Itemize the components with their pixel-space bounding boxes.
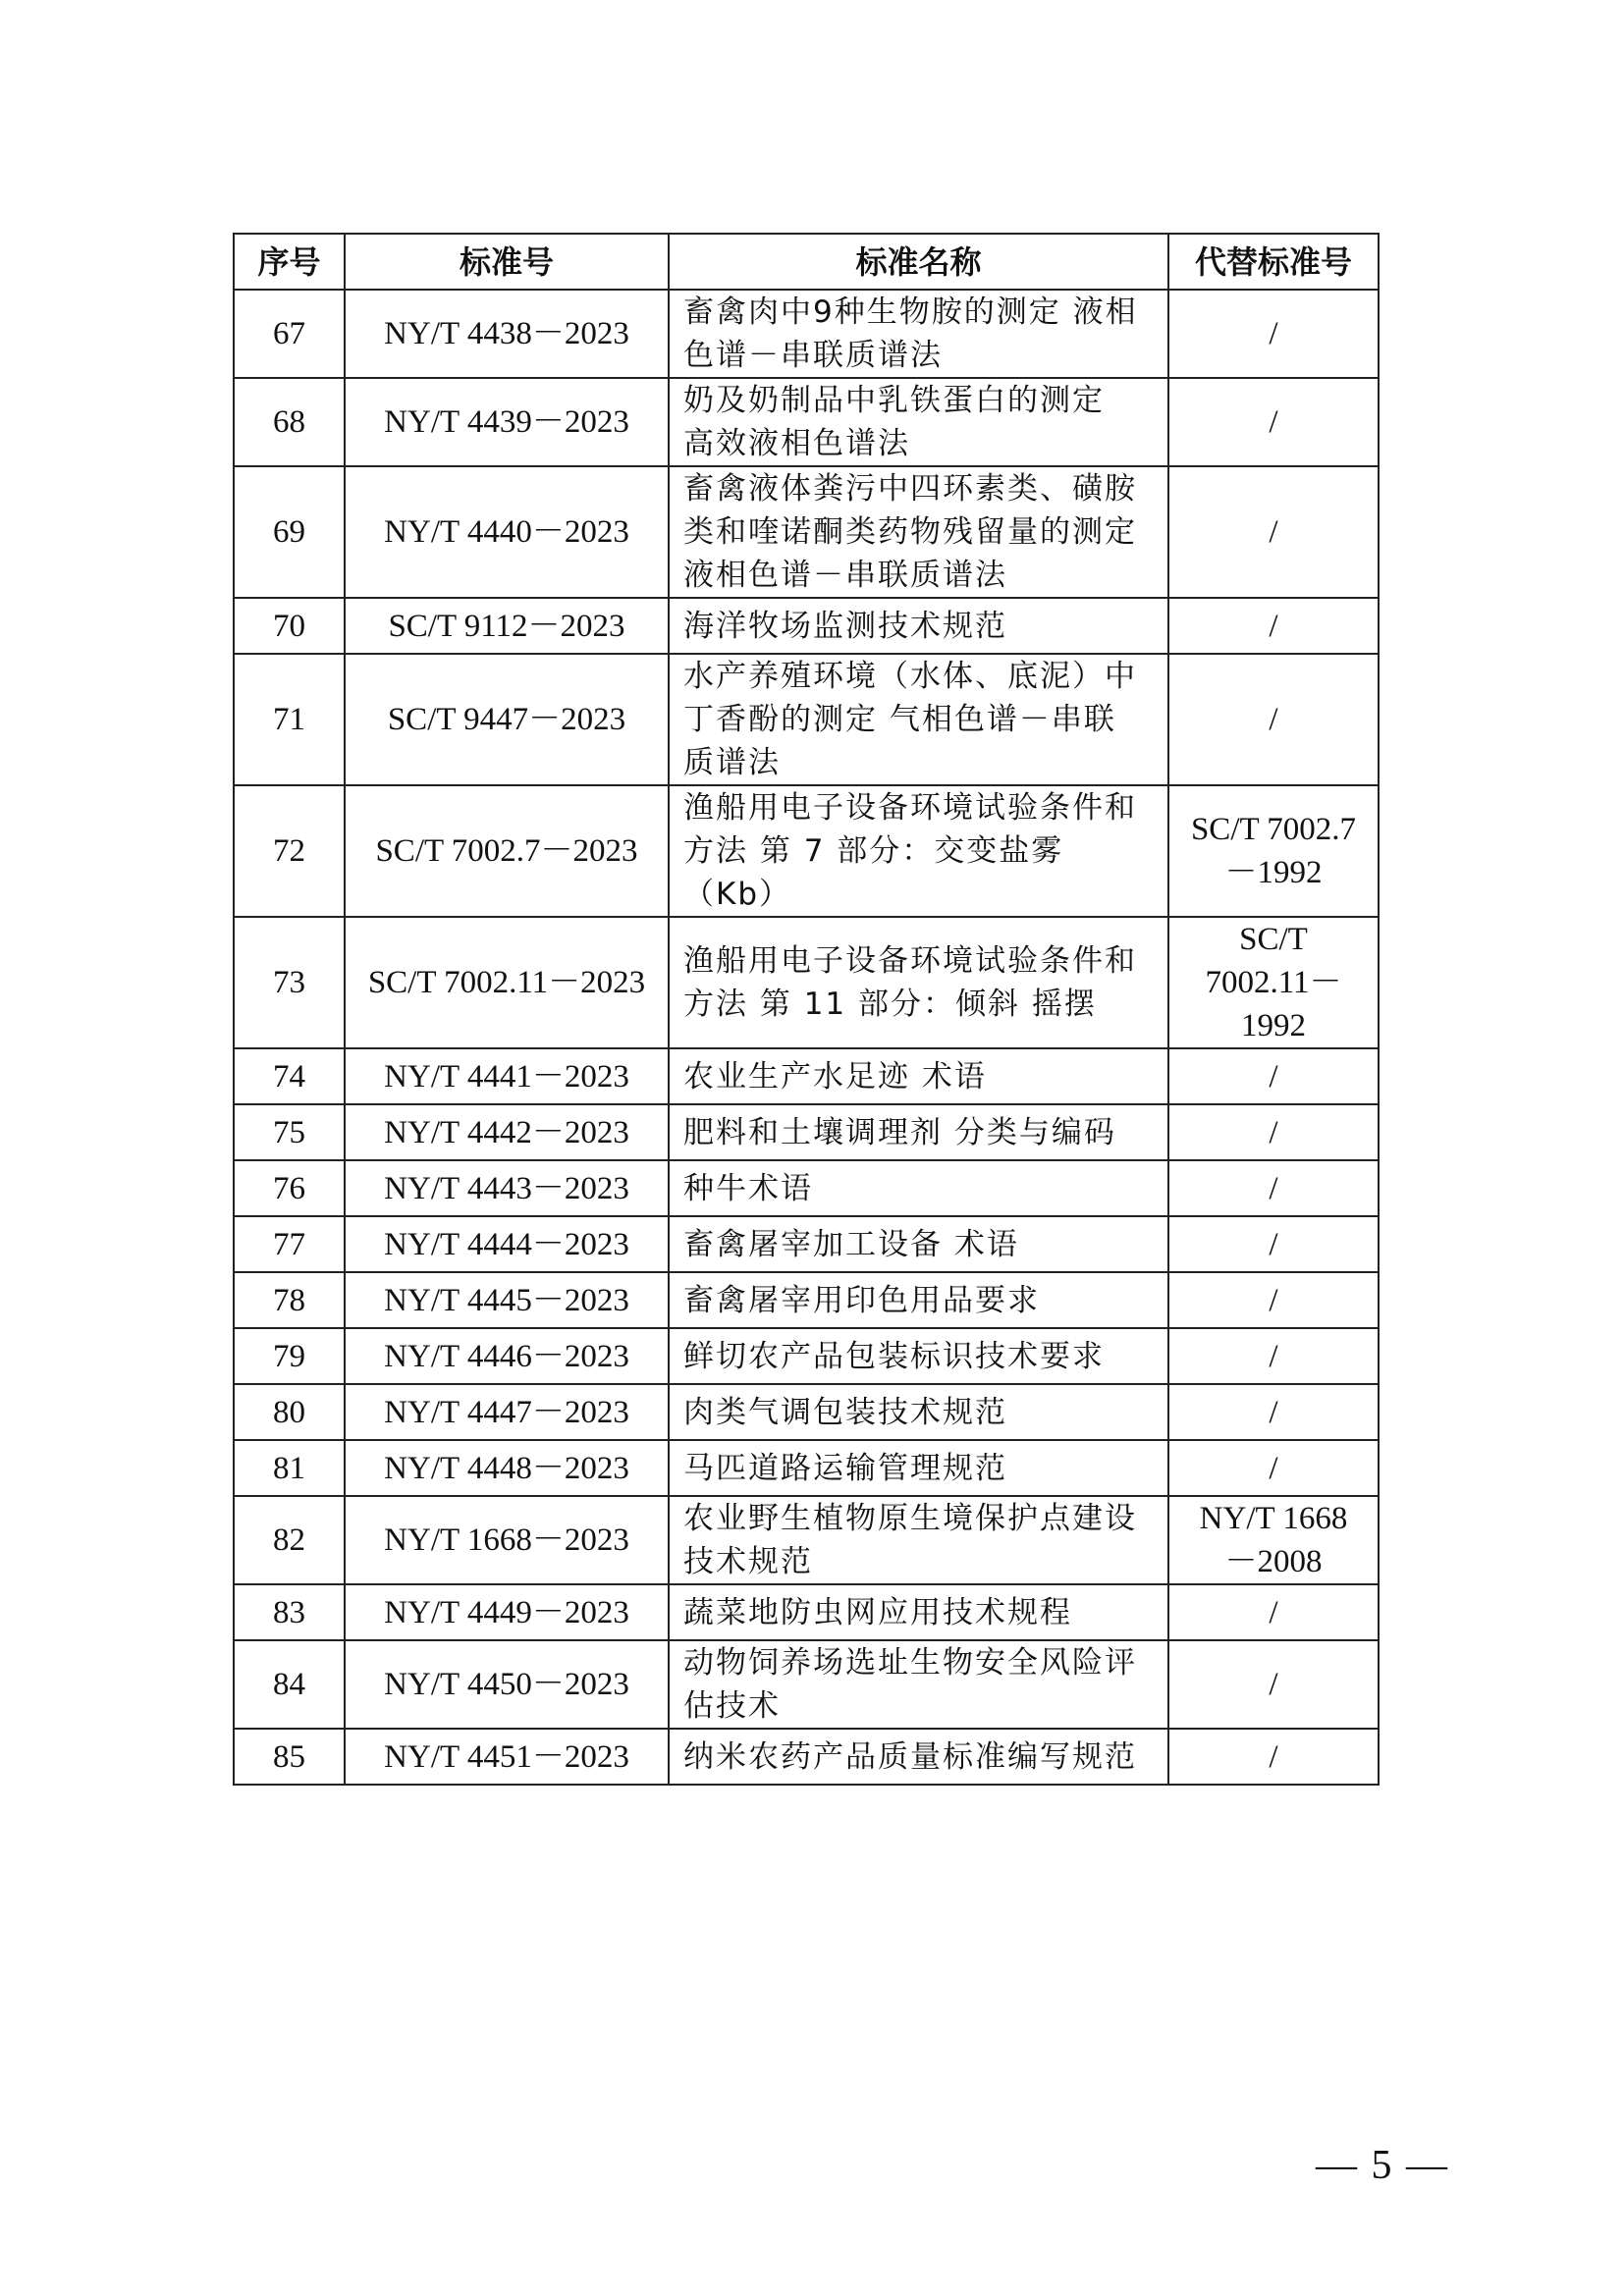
header-name: 标准名称 [669, 234, 1168, 290]
replaces-line: 7002.11－ [1205, 965, 1342, 1000]
standard-code: SC/T 7002.11－2023 [345, 917, 669, 1048]
standard-code: SC/T 9112－2023 [345, 598, 669, 654]
replaces-line: NY/T 1668 [1199, 1501, 1348, 1536]
replaced-standard: / [1168, 1272, 1379, 1328]
row-number: 81 [234, 1440, 345, 1496]
replaced-standard: / [1168, 1584, 1379, 1640]
replaced-standard: / [1168, 1640, 1379, 1729]
replaced-standard: / [1168, 466, 1379, 598]
standard-code: NY/T 4441－2023 [345, 1048, 669, 1104]
table-row [234, 1584, 1379, 1640]
name-line: 肥料和土壤调理剂 分类与编码 [683, 1114, 1116, 1150]
name-line: 渔船用电子设备环境试验条件和 [683, 790, 1137, 826]
standard-code: NY/T 4438－2023 [345, 290, 669, 378]
replaced-standard: / [1168, 290, 1379, 378]
standard-code: NY/T 4448－2023 [345, 1440, 669, 1496]
row-number: 71 [234, 654, 345, 785]
row-number: 80 [234, 1384, 345, 1440]
name-line: 技术规范 [683, 1544, 813, 1579]
table-row [234, 1440, 1379, 1496]
replaces-line: 1992 [1241, 1008, 1306, 1043]
replaced-standard: / [1168, 1384, 1379, 1440]
row-number: 79 [234, 1328, 345, 1384]
replaced-standard [1168, 785, 1379, 917]
row-number: 78 [234, 1272, 345, 1328]
standard-name [669, 466, 1168, 598]
standard-name [669, 1104, 1168, 1160]
standard-name [669, 1384, 1168, 1440]
table-row [234, 1729, 1379, 1785]
replaced-standard: / [1168, 378, 1379, 466]
row-number: 68 [234, 378, 345, 466]
table-row [234, 290, 1379, 378]
standard-name [669, 654, 1168, 785]
header-row [234, 234, 1379, 290]
standard-name [669, 1272, 1168, 1328]
standard-name [669, 1496, 1168, 1584]
table-row [234, 1640, 1379, 1729]
standard-name [669, 1440, 1168, 1496]
table-row [234, 917, 1379, 1048]
table-row [234, 1048, 1379, 1104]
name-line: 丁香酚的测定 气相色谱－串联 [683, 702, 1116, 737]
name-line: 肉类气调包装技术规范 [683, 1394, 1007, 1430]
name-line: 水产养殖环境（水体、底泥）中 [683, 659, 1137, 694]
standard-name [669, 1729, 1168, 1785]
replaced-standard [1168, 917, 1379, 1048]
replaced-standard: / [1168, 654, 1379, 785]
replaced-standard: / [1168, 1216, 1379, 1272]
standard-code: NY/T 4439－2023 [345, 378, 669, 466]
standards-table [233, 233, 1380, 1786]
name-line: 农业野生植物原生境保护点建设 [683, 1501, 1137, 1536]
replaced-standard: / [1168, 1104, 1379, 1160]
standard-code: NY/T 4445－2023 [345, 1272, 669, 1328]
name-line: 高效液相色谱法 [683, 426, 910, 461]
standard-name [669, 290, 1168, 378]
row-number: 72 [234, 785, 345, 917]
row-number: 75 [234, 1104, 345, 1160]
header-no: 序号 [234, 234, 345, 290]
page-number: — 5 — [1316, 2143, 1449, 2188]
standard-code: NY/T 4449－2023 [345, 1584, 669, 1640]
standard-name [669, 1584, 1168, 1640]
table-row [234, 1328, 1379, 1384]
table-row [234, 466, 1379, 598]
name-line: 畜禽肉中9种生物胺的测定 液相 [683, 294, 1138, 330]
table-row [234, 1496, 1379, 1584]
row-number: 77 [234, 1216, 345, 1272]
table-row [234, 598, 1379, 654]
name-line: 纳米农药产品质量标准编写规范 [683, 1738, 1137, 1775]
standard-code: NY/T 4440－2023 [345, 466, 669, 598]
header-code: 标准号 [345, 234, 669, 290]
standard-code: NY/T 4447－2023 [345, 1384, 669, 1440]
name-line: 渔船用电子设备环境试验条件和 [683, 943, 1137, 979]
name-line: 马匹道路运输管理规范 [683, 1450, 1007, 1486]
table-row [234, 1104, 1379, 1160]
standard-name [669, 1160, 1168, 1216]
replaced-standard [1168, 1496, 1379, 1584]
row-number: 70 [234, 598, 345, 654]
name-line: 方法 第 11 部分：倾斜 摇摆 [683, 987, 1097, 1022]
standard-code: NY/T 4443－2023 [345, 1160, 669, 1216]
table-row [234, 378, 1379, 466]
standard-code: NY/T 4446－2023 [345, 1328, 669, 1384]
replaces-line: －2008 [1224, 1544, 1323, 1579]
standard-code: NY/T 4451－2023 [345, 1729, 669, 1785]
name-line: 奶及奶制品中乳铁蛋白的测定 [683, 383, 1105, 418]
standard-code: NY/T 4442－2023 [345, 1104, 669, 1160]
standard-code: NY/T 1668－2023 [345, 1496, 669, 1584]
replaced-standard: / [1168, 1160, 1379, 1216]
standard-name [669, 378, 1168, 466]
standard-code: SC/T 9447－2023 [345, 654, 669, 785]
table-body [234, 290, 1379, 1785]
name-line: 方法 第 7 部分：交变盐雾（Kb） [683, 833, 1064, 912]
row-number: 83 [234, 1584, 345, 1640]
replaced-standard: / [1168, 1328, 1379, 1384]
table-row [234, 1272, 1379, 1328]
standard-name [669, 1328, 1168, 1384]
standard-name [669, 1216, 1168, 1272]
row-number: 85 [234, 1729, 345, 1785]
replaced-standard: / [1168, 1440, 1379, 1496]
name-line: 液相色谱－串联质谱法 [683, 558, 1007, 593]
name-line: 动物饲养场选址生物安全风险评 [683, 1645, 1137, 1681]
table-row [234, 1216, 1379, 1272]
table-row [234, 1384, 1379, 1440]
replaces-line: －1992 [1224, 855, 1323, 890]
replaced-standard: / [1168, 598, 1379, 654]
table-row [234, 785, 1379, 917]
row-number: 67 [234, 290, 345, 378]
replaced-standard: / [1168, 1048, 1379, 1104]
row-number: 73 [234, 917, 345, 1048]
name-line: 畜禽液体粪污中四环素类、磺胺 [683, 471, 1137, 507]
name-line: 类和喹诺酮类药物残留量的测定 [683, 514, 1137, 550]
replaces-line: SC/T 7002.7 [1190, 812, 1357, 847]
name-line: 质谱法 [683, 745, 781, 780]
standard-name [669, 785, 1168, 917]
row-number: 69 [234, 466, 345, 598]
name-line: 畜禽屠宰加工设备 术语 [683, 1226, 1019, 1262]
replaced-standard: / [1168, 1729, 1379, 1785]
header-replaces: 代替标准号 [1168, 234, 1379, 290]
replaces-line: SC/T [1239, 922, 1308, 957]
name-line: 海洋牧场监测技术规范 [683, 608, 1007, 644]
table-row [234, 1160, 1379, 1216]
row-number: 76 [234, 1160, 345, 1216]
row-number: 84 [234, 1640, 345, 1729]
standard-code: NY/T 4444－2023 [345, 1216, 669, 1272]
standard-name [669, 917, 1168, 1048]
name-line: 农业生产水足迹 术语 [683, 1058, 987, 1095]
name-line: 鲜切农产品包装标识技术要求 [683, 1338, 1105, 1374]
row-number: 74 [234, 1048, 345, 1104]
standard-code: SC/T 7002.7－2023 [345, 785, 669, 917]
standard-name [669, 1048, 1168, 1104]
row-number: 82 [234, 1496, 345, 1584]
standard-name [669, 1640, 1168, 1729]
name-line: 蔬菜地防虫网应用技术规程 [683, 1594, 1072, 1630]
standard-code: NY/T 4450－2023 [345, 1640, 669, 1729]
name-line: 种牛术语 [683, 1170, 813, 1206]
name-line: 估技术 [683, 1688, 781, 1724]
standard-name [669, 598, 1168, 654]
table-row [234, 654, 1379, 785]
name-line: 畜禽屠宰用印色用品要求 [683, 1282, 1040, 1318]
name-line: 色谱－串联质谱法 [683, 338, 943, 373]
